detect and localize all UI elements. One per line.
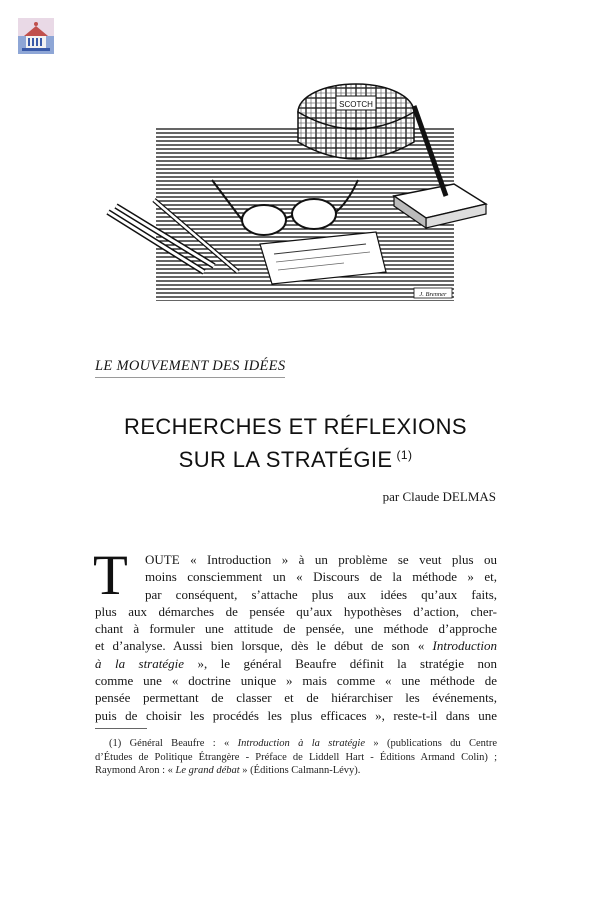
title-line-1: RECHERCHES ET RÉFLEXIONS: [124, 414, 467, 439]
body-text-run: », le général Beaufre définit la stratégie non: [197, 655, 498, 671]
footnote-text: Raymond Aron : «: [95, 765, 173, 776]
body-line: comme une « doctrine unique » mais comme « une méthode de: [95, 673, 497, 689]
book-title-italic: à la stratégie: [95, 655, 185, 671]
body-line: [95, 655, 497, 672]
author-byline: par Claude DELMAS: [382, 489, 496, 504]
section-title: LE MOUVEMENT DES IDÉES: [95, 358, 285, 378]
footnote: [95, 737, 497, 778]
footnote-text: » (Éditions Calmann-Lévy).: [242, 765, 361, 776]
body-text-run: et d’analyse. Aussi bien lorsque, dès le début de son «: [95, 638, 425, 654]
body-line: par conséquent, s’attache plus aux idées qu’aux faits,: [145, 586, 497, 602]
body-line: moins consciemment un « Discours de la méthode » et,: [145, 569, 497, 585]
footnote-text: » (publications du Centre: [373, 738, 497, 749]
desk-illustration: [104, 76, 488, 304]
body-line: chant à formuler une attitude de pensée, une méthode d’approche: [95, 621, 497, 637]
drop-cap: T: [93, 544, 128, 607]
footnote-text: (1) Général Beaufre : «: [109, 738, 230, 749]
book-title-italic: Introduction: [432, 638, 498, 654]
article-body: [93, 544, 498, 724]
body-line: OUTE « Introduction » à un problème se veut plus ou: [145, 552, 497, 567]
building-logo-icon: [18, 18, 54, 54]
footnote-line: d’Études de Politique Étrangère - Préface de Liddell Hart - Éditions Armand Colin) ;: [95, 751, 497, 763]
footnote-divider: [95, 728, 147, 729]
footnote-line: [95, 737, 497, 751]
footnote-book-title: Le grand débat: [175, 765, 240, 776]
title-footnote-ref[interactable]: (1): [396, 448, 413, 462]
body-line: puis de choisir les procédés les plus efficaces », reste-t-il dans une: [95, 707, 497, 723]
illustration-signature: J. Brenner: [419, 291, 447, 298]
body-line: pensée permettant de classer et de hiérarchiser les événements,: [95, 690, 497, 706]
body-line: plus aux démarches de pensée qu’aux hypothèses d’action, cher-: [95, 603, 497, 619]
svg-text:SCOTCH: SCOTCH: [339, 100, 373, 109]
footnote-book-title: Introduction à la stratégie: [237, 738, 365, 749]
article-title: [0, 412, 591, 474]
body-line: [95, 637, 497, 654]
footnote-line: [95, 764, 497, 778]
publication-logo: [18, 18, 54, 54]
title-line-2: SUR LA STRATÉGIE: [178, 447, 393, 472]
desk-still-life-illustration: [104, 76, 488, 304]
